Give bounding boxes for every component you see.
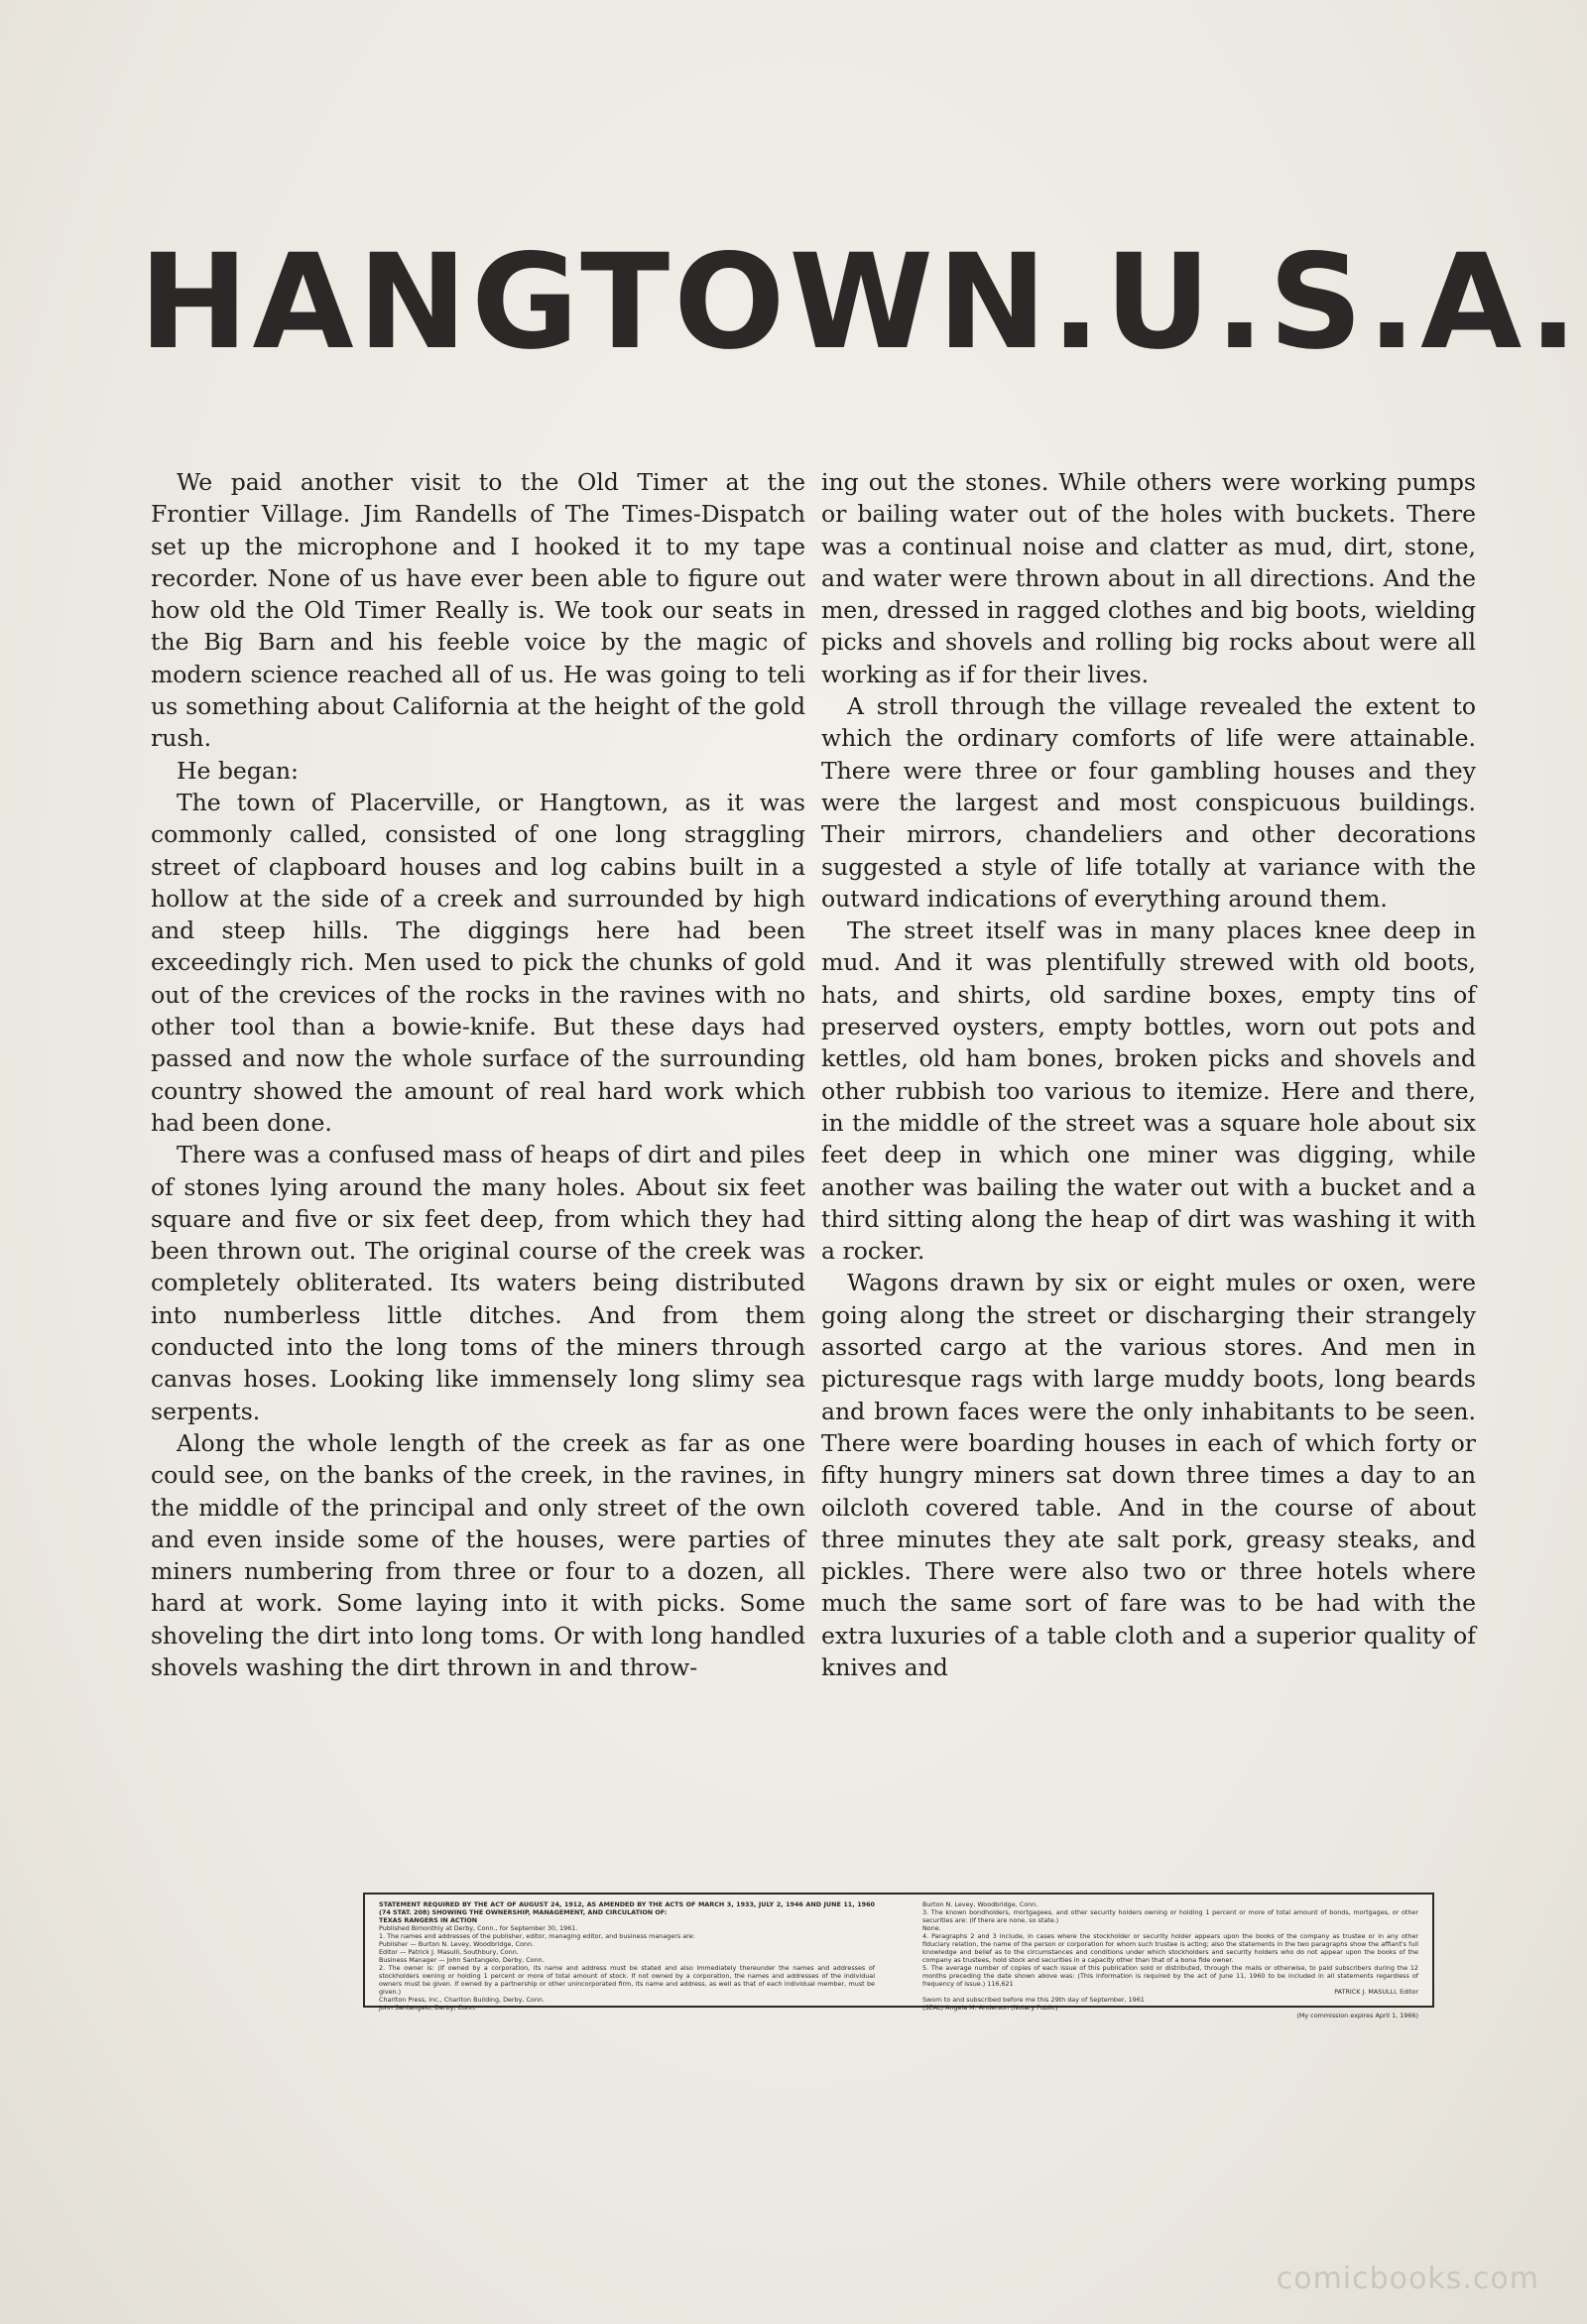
statement-line: Business Manager — John Santangelo, Derby, Conn. — [379, 1956, 545, 1964]
statement-line: 1. The names and addresses of the publisher, editor, managing editor, and business managers are: — [379, 1932, 695, 1940]
statement-line: Editor — Patrick J. Masulli, Southbury, Conn. — [379, 1948, 519, 1956]
statement-line: None. — [922, 1924, 941, 1932]
statement-line: Charlton Press, Inc., Charlton Building, Derby, Conn. — [379, 1996, 545, 2004]
paragraph: A stroll through the village revealed the extent to which the ordinary comforts of life were attainable. There were three or four gambling houses and they were the largest and most conspicuous buildings. Their mirrors, chandeliers and other decorations suggested a style of life totally at variance with the outward indications of everything around them. — [821, 692, 1476, 913]
paragraph: There was a confused mass of heaps of dirt and piles of stones lying around the many holes. About six feet square and five or six feet deep, from which they had been thrown out. The original course of the creek was completely obliterated. Its waters being distributed into numberless little ditches. And from them conducted into the long toms of the miners through canvas hoses. Looking like immensely long slimy sea serpents. — [151, 1141, 805, 1425]
paragraph: He began: — [177, 756, 299, 785]
paragraph: Wagons drawn by six or eight mules or oxen, were going along the street or discharging their strangely assorted cargo at the various stores. And men in picturesque rags with large muddy boots, long beards and brown faces were the only inhabitants to be seen. There were boarding houses in each of which forty or fifty hungry miners sat down three times a day to an oilcloth covered table. And in the course of about three minutes they ate salt pork, greasy steaks, and pickles. There were also two or three hotels where much the same sort of fare was to be had with the extra luxuries of a table cloth and a superior quality of knives and — [821, 1269, 1476, 1681]
statement-right-column — [922, 1900, 1418, 2019]
statement-line: Published Bimonthly at Derby, Conn., for September 30, 1961. — [379, 1924, 578, 1932]
left-column — [151, 466, 805, 1825]
statement-line: 4. Paragraphs 2 and 3 include, in cases where the stockholder or security holder appears upon the books of the company as trustee or in any other fiduciary relation, the name of the person or corporation for whom such trustee is acting; also the statements in the two paragraphs show the affiant's full knowledge and belief as to the circumstances and conditions under which stockholders and security holders who do not appear upon the books of the company as trustees, hold stock and securities in a capacity other than that of a bona fide owner. — [922, 1932, 1418, 1964]
statement-line: 5. The average number of copies of each issue of this publication sold or distributed, through the mails or otherwise, to paid subscribers during the 12 months preceding the date shown above was: (This information is required by the act of June 11, 1960 to be included in all statements regardless of frequency of issue.) 116,621 — [922, 1964, 1418, 1988]
statement-line: 2. The owner is: (If owned by a corporation, its name and address must be stated and also immediately thereunder the names and addresses of stockholders owning or holding 1 percent or more of total amount of stock. If not owned by a corporation, the names and addresses of the individual owners must be given. If owned by a partnership or other unincorporated firm, its name and address, as well as that of each individual member, must be given.) — [379, 1964, 875, 1996]
statement-line: (SEAL) Angela M. Anderson (Notary Public) — [922, 2004, 1058, 2012]
right-column — [821, 466, 1476, 1825]
statement-line: John Santangelo, Derby, Conn. — [379, 2004, 477, 2012]
paragraph: Along the whole length of the creek as far as one could see, on the banks of the creek, in the ravines, in the middle of the principal and only street of the own and even inside some of the houses, were parties of miners numbering from three or four to a dozen, all hard at work. Some laying into it with picks. Some shoveling the dirt into long toms. Or with long handled shovels washing the dirt thrown in and throw- — [151, 1428, 805, 1681]
statement-line: Sworn to and subscribed before me this 29th day of September, 1961 — [922, 1996, 1145, 2004]
statement-line: Publisher — Burton N. Levey, Woodbridge, Conn. — [379, 1940, 535, 1948]
article-title: HANGTOWN.U.S.A. — [139, 226, 1582, 379]
statement-heading: STATEMENT REQUIRED BY THE ACT OF AUGUST 24, 1912, AS AMENDED BY THE ACTS OF MARCH 3, 1933, JULY 2, 1946 AND JUNE 11, 1960 (74 STAT. 208) SHOWING THE OWNERSHIP, MANAGEMENT, AND CIRCULATION OF: — [379, 1900, 875, 1916]
article-body — [151, 466, 1476, 1825]
site-watermark: comicbooks.com — [1276, 2262, 1539, 2296]
statement-line: 3. The known bondholders, mortgagees, and other security holders owning or holding 1 percent or more of total amount of bonds, mortgages, or other securities are: (If there are none, so state.) — [922, 1908, 1418, 1924]
statement-line: PATRICK J. MASULLI, Editor — [1334, 1988, 1418, 1996]
paragraph: The street itself was in many places knee deep in mud. And it was plentifully strewed with old boots, hats, and shirts, old sardine boxes, empty tins of preserved oysters, empty bottles, worn out pots and kettles, old ham bones, broken picks and shovels and other rubbish too various to itemize. Here and there, in the middle of the street was a square hole about six feet deep in which one miner was digging, while another was bailing the water out with a bucket and a third sitting along the heap of dirt was washing it with a rocker. — [821, 917, 1476, 1266]
paragraph-continuation: ing out the stones. While others were working pumps or bailing water out of the holes with buckets. There was a continual noise and clatter as mud, dirt, stone, and water were thrown about in all directions. And the men, dressed in ragged clothes and big boots, wielding picks and shovels and rolling big rocks about were all working as if for their lives. — [821, 468, 1477, 688]
statement-left-column — [379, 1900, 875, 2012]
statement-line: TEXAS RANGERS IN ACTION — [379, 1916, 478, 1924]
ownership-statement-box — [363, 1893, 1434, 2019]
statement-line: (My commission expires April 1, 1966) — [1296, 2012, 1418, 2019]
paragraph: We paid another visit to the Old Timer at the Frontier Village. Jim Randells of The Times-Dispatch set up the microphone and I hooked it to my tape recorder. None of us have ever been able to figure out how old the Old Timer Really is. We took our seats in the Big Barn and his feeble voice by the magic of modern science reached all of us. He was going to teli us something about California at the height of the gold rush. — [151, 468, 805, 753]
paragraph: The town of Placerville, or Hangtown, as it was commonly called, consisted of one long straggling street of clapboard houses and log cabins built in a hollow at the side of a creek and surrounded by high and steep hills. The diggings here had been exceedingly rich. Men used to pick the chunks of gold out of the crevices of the rocks in the ravines with no other tool than a bowie-knife. But these days had passed and now the whole surface of the surrounding country showed the amount of real hard work which had been done. — [151, 788, 805, 1137]
statement-line: Burton N. Levey, Woodbridge, Conn. — [922, 1900, 1038, 1908]
